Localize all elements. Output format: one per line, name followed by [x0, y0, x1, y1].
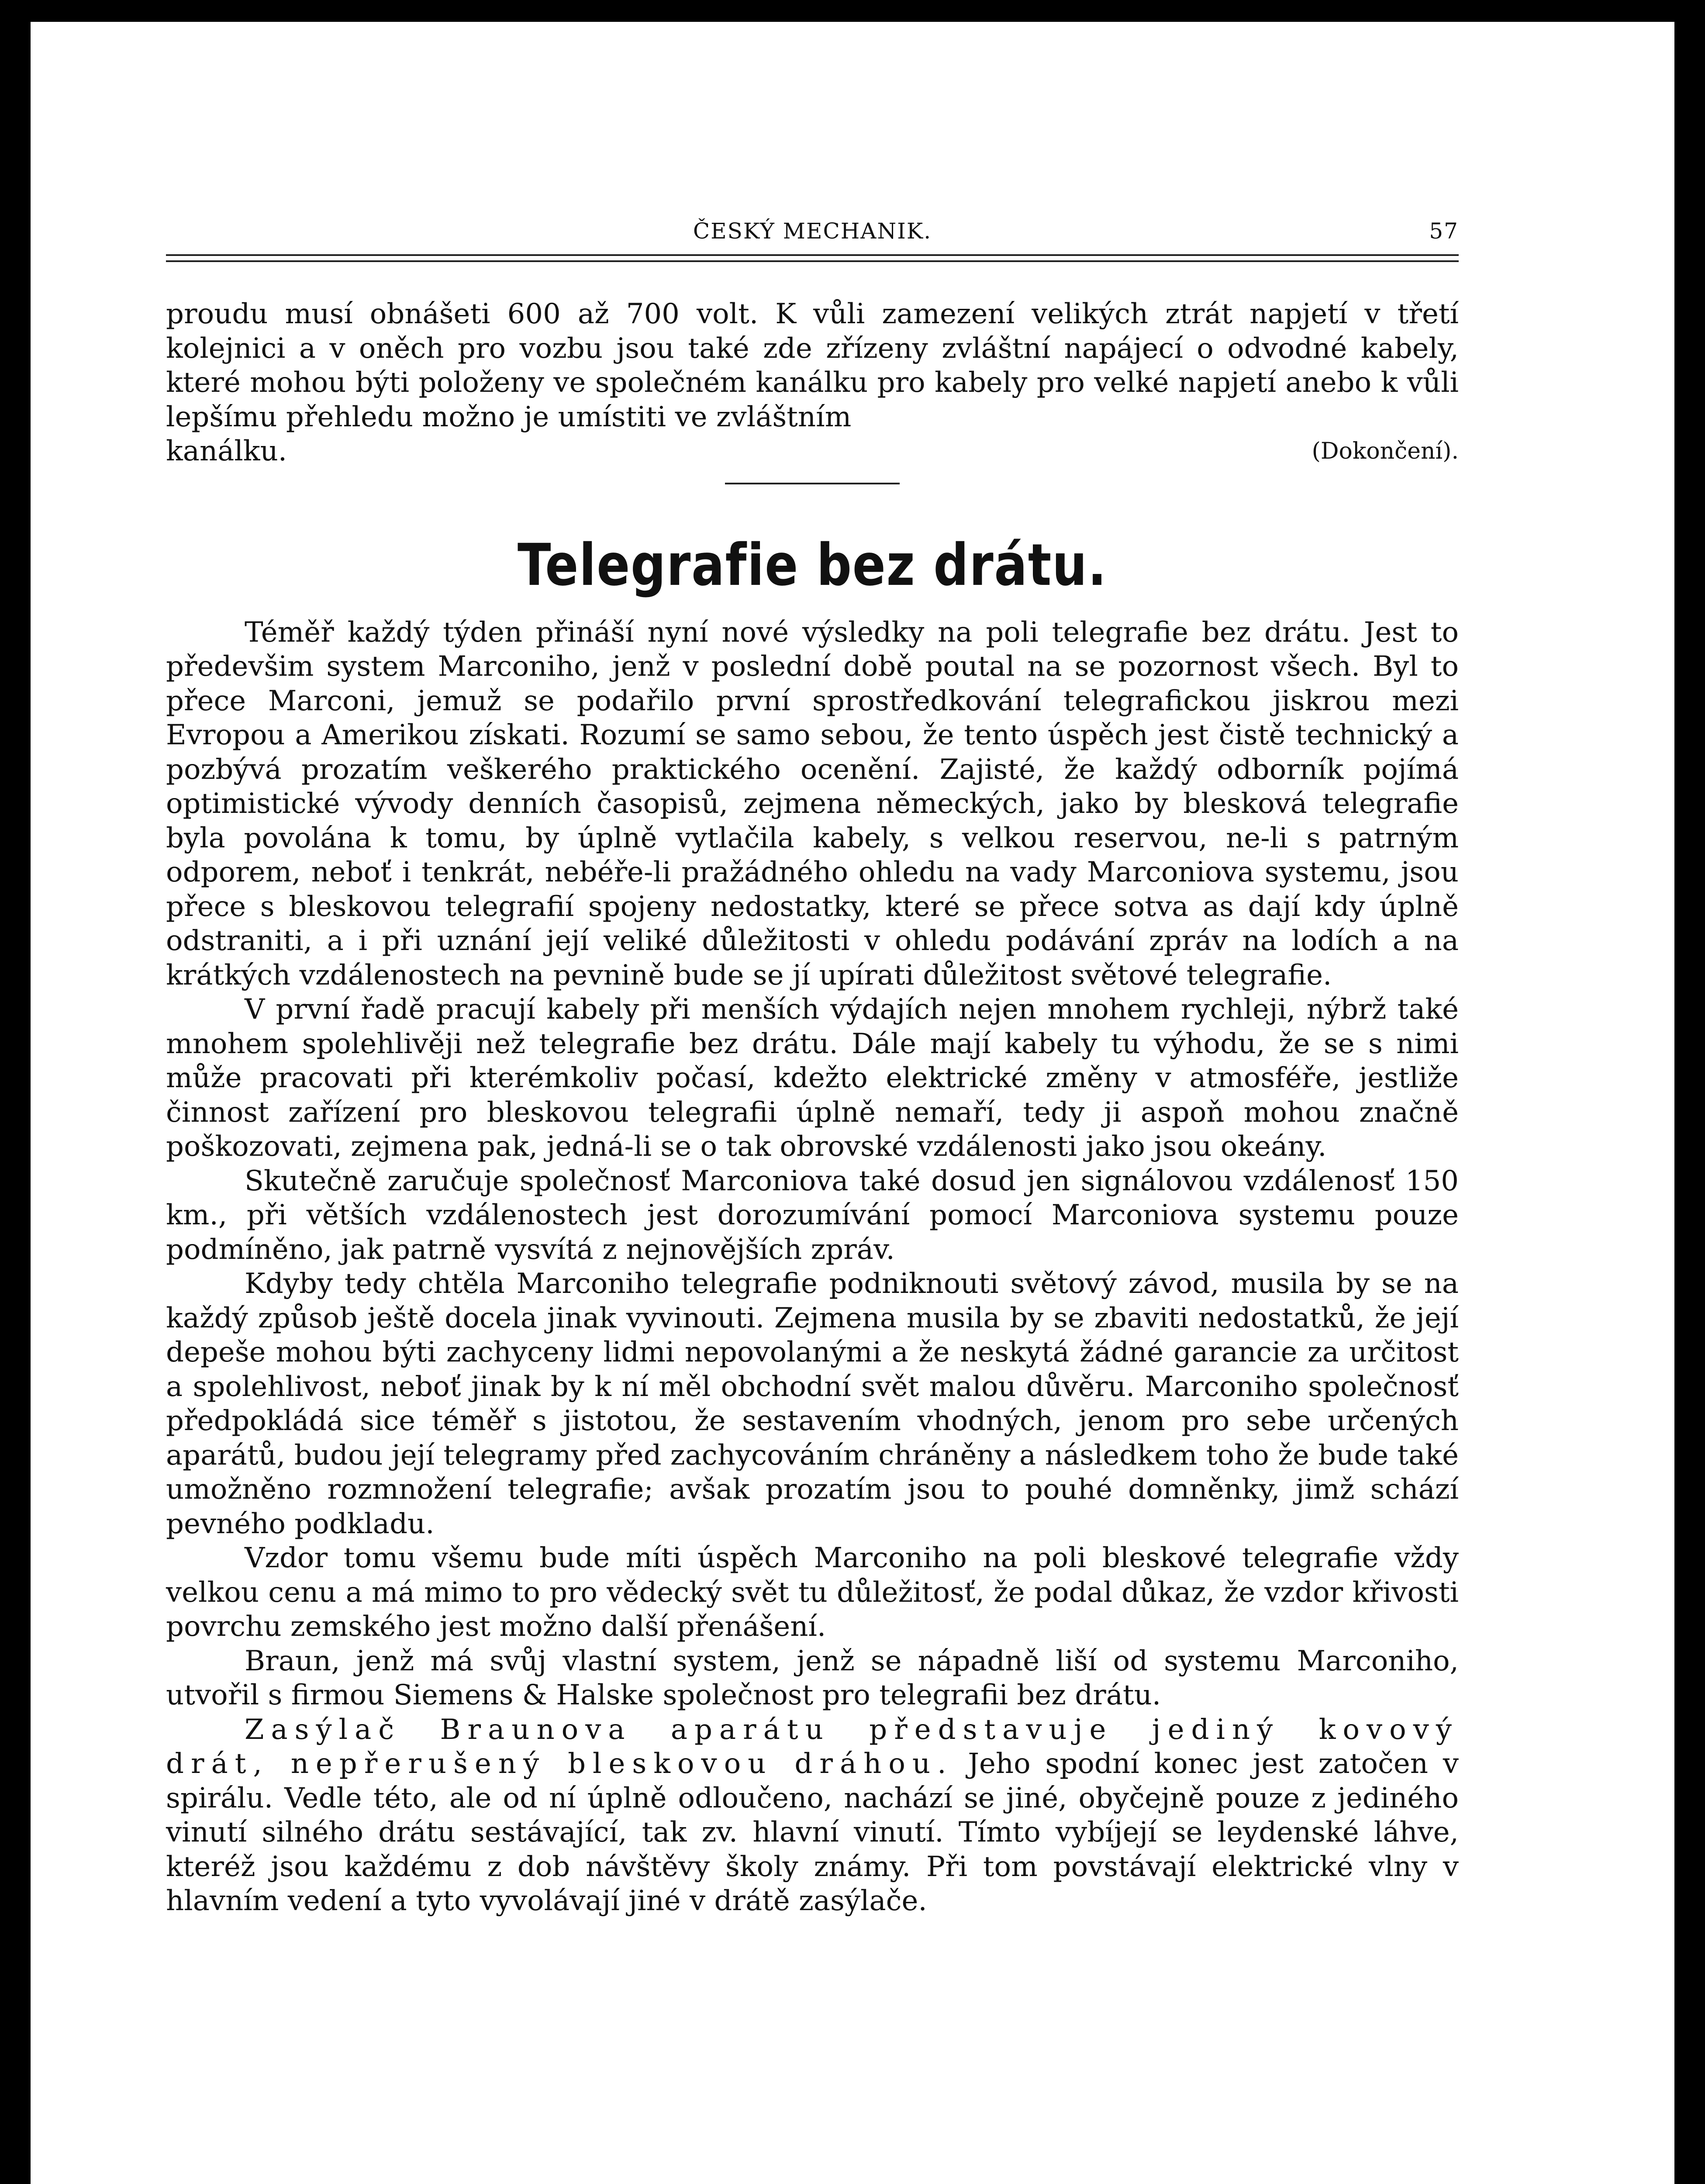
continued-ending: [166, 434, 1459, 469]
running-title: ČESKÝ MECHANIK.: [693, 218, 932, 244]
paragraph: Kdyby tedy chtěla Marconiho telegrafie podniknouti světový závod, musila by se na každý způsob ještě docela jinak vyvinouti. Zejmena musila by se zbaviti nedostatků, že její depeše mohou býti zachyceny lidmi nepovolanými a že neskytá žádné garancie za určitost a spolehlivost, neboť jinak by k ní měl obchodní svět malou důvěru. Marconiho společnosť předpokládá sice téměř s jistotou, že sestavením vhodných, jenom pro sebe určených aparátů, budou její telegramy před zachycováním chráněny a následkem toho že bude také umožněno rozmnožení telegrafie; avšak prozatím jsou to pouhé domněnky, jimž schází pevného podkladu.: [166, 1268, 1459, 1540]
spaced-emphasis: Zasýlač Braunova aparátu představuje jediný kovový drát, nepřerušený bleskovou dráhou.: [166, 1713, 1459, 1780]
running-head: [166, 218, 1459, 245]
paragraph: Vzdor tomu všemu bude míti úspěch Marconiho na poli bleskové telegrafie vždy velkou cenu a má mimo to pro vědecký svět tu důležitosť, že podal důkaz, že vzdor křivosti povrchu zemského jest možno další přenášení.: [166, 1542, 1459, 1643]
paragraph-rest: Jeho spodní konec jest zatočen v spirálu. Vedle této, ale od ní úplně odloučeno, nachází se jiné, obyčejně pouze z jediného vinutí silného drátu sestávající, tak zv. hlavní vinutí. Tímto vybíjejí se leydenské láhve, kteréž jsou každému z dob návštěvy školy známy. Při tom povstávají elektrické vlny v hlavním vedení a tyto vyvolávají jiné v drátě zasýlače.: [166, 1748, 1459, 1917]
page: [166, 218, 1459, 1918]
article-body: [166, 297, 1459, 1918]
paragraph: Skutečně zaručuje společnosť Marconiova také dosud jen signálovou vzdálenosť 150 km., při větších vzdálenostech jest dorozumívání pomocí Marconiova systemu pouze podmíněno, jak patrně vysvítá z nejnovějších zpráv.: [166, 1165, 1459, 1266]
paragraph: Téměř každý týden přináší nyní nové výsledky na poli telegrafie bez drátu. Jest to předevšim system Marconiho, jenž v poslední době poutal na se pozornost všech. Byl to přece Marconi, jemuž se podařilo první sprostředkování telegrafickou jiskrou mezi Evropou a Amerikou získati. Rozumí se samo sebou, že tento úspěch jest čistě technický a pozbývá prozatím veškerého praktického ocenění. Zajisté, že každý odborník pojímá optimistické vývody denních časopisů, zejmena německých, jako by blesková telegrafie byla povolána k tomu, by úplně vytlačila kabely, s velkou reservou, ne-li s patrným odporem, neboť i tenkrát, nebéře-li pražádného ohledu na vady Marconiova systemu, jsou přece s bleskovou telegrafií spojeny nedostatky, které se přece sotva as dají kdy úplně odstraniti, a i při uznání její veliké důležitosti v ohledu podávání zpráv na lodích a na krátkých vzdálenostech na pevnině bude se jí upírati důležitost světové telegrafie.: [166, 616, 1459, 992]
continued-paragraph: proudu musí obnášeti 600 až 700 volt. K vůli zamezení velikých ztrát napjetí v třetí kolejnici a v oněch pro vozbu jsou také zde zřízeny zvláštní napájecí o odvodné kabely, které mohou býti položeny ve společném kanálku pro kabely pro velké napjetí anebo k vůli lepšímu přehledu možno je umístiti ve zvláštním: [166, 298, 1459, 433]
article-title: Telegrafie bez drátu.: [517, 531, 1108, 599]
section-divider: [725, 483, 900, 484]
end-note: (Dokončení).: [1312, 438, 1459, 464]
paragraph: Braun, jenž má svůj vlastní system, jenž se nápadně liší od systemu Marconiho, utvořil s firmou Siemens & Halske společnost pro telegrafii bez drátu.: [166, 1645, 1459, 1711]
continued-last-line: kanálku.: [166, 435, 287, 467]
page-number: 57: [1429, 218, 1459, 244]
header-rule: [166, 254, 1459, 262]
paragraph-final: [166, 1713, 1459, 1918]
paragraph: V první řadě pracují kabely při menších výdajích nejen mnohem rychleji, nýbrž také mnohem spolehlivěji než telegrafie bez drátu. Dále mají kabely tu výhodu, že se s nimi může pracovati při kterémkoliv počasí, kdežto elektrické změny v atmosféře, jestliže činnost zařízení pro bleskovou telegrafii úplně nemaří, tedy ji aspoň mohou značně poškozovati, zejmena pak, jedná-li se o tak obrovské vzdálenosti jako jsou okeány.: [166, 993, 1459, 1163]
